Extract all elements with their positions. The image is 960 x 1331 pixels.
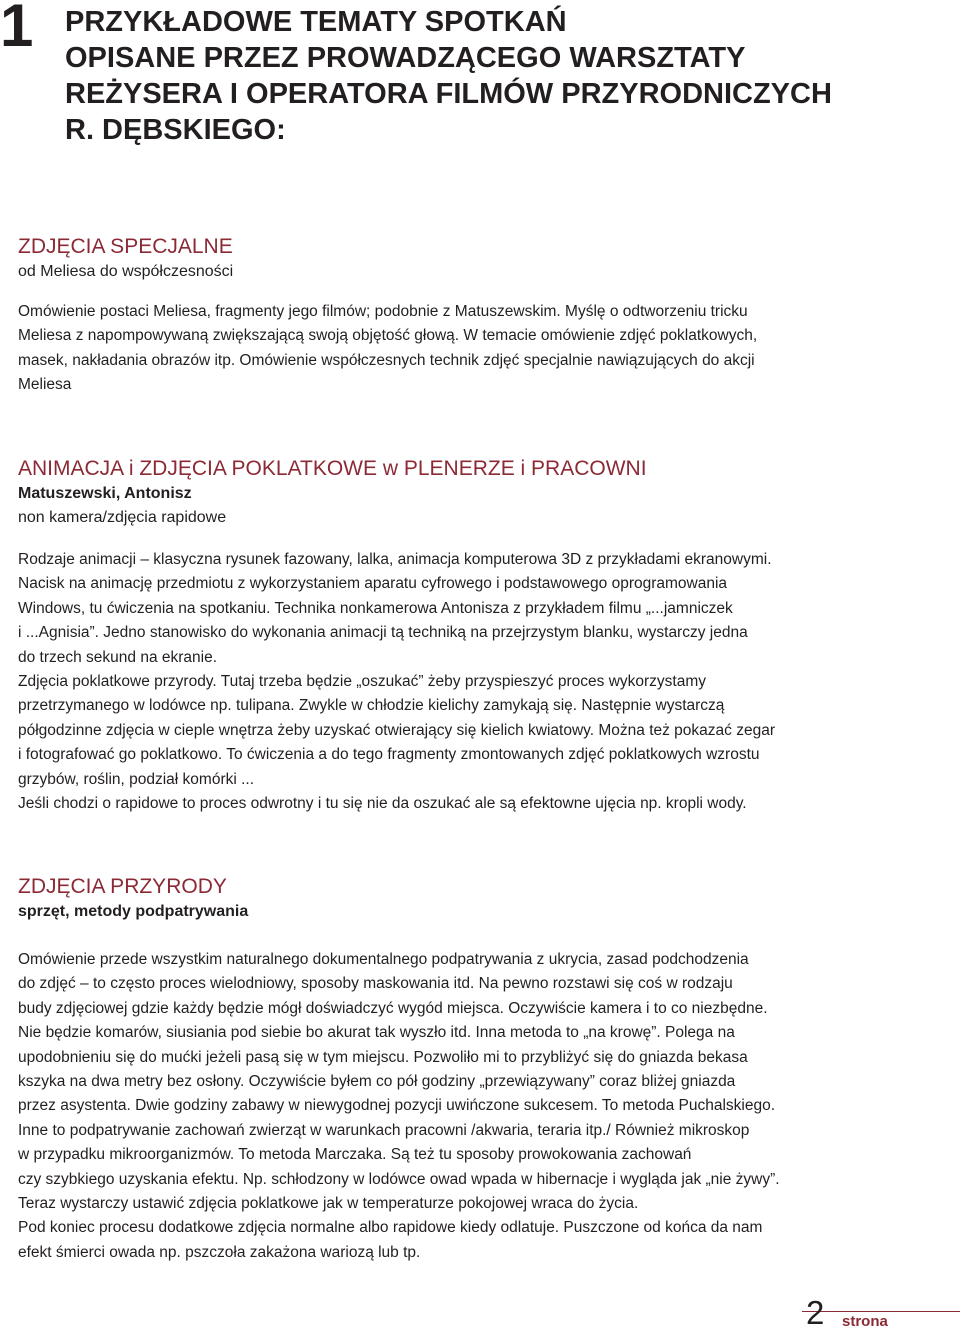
title-line: OPISANE PRZEZ PROWADZĄCEGO WARSZTATY — [65, 42, 746, 74]
section-subtitle: od Meliesa do współczesności — [18, 263, 234, 280]
body-line: do zdjęć – to często proces wielodniowy, sposoby maskowania itd. Na pewno rozstawi się coś w rodzaju — [18, 975, 733, 993]
body-line: upodobnieniu się do mućki jeżeli pasą się w tym miejscu. Pozwoliło mi to przybliżyć się do gniazda bekasa — [18, 1048, 748, 1066]
section-special-effects — [18, 234, 948, 398]
body-line: Teraz wystarczy ustawić zdjęcia poklatkowe jak w temperaturze pokojowej wraca do życia. — [18, 1195, 639, 1213]
body-line: budy zdjęciowej gdzie każdy będzie mógł doświadczyć wygód miejsca. Oczywiście kamera i to co niezbędne. — [18, 999, 768, 1017]
section-nature-photography — [18, 874, 948, 1265]
footer-rule — [802, 1311, 960, 1312]
body-line: Nie będzie komarów, siusiania pod siebie bo akurat tak wyszło itd. Inna metoda to „na krowę”. Polega na — [18, 1024, 735, 1042]
body-line: Jeśli chodzi o rapidowe to proces odwrotny i tu się nie da oszukać ale są efektowne ujęcia np. kropli wody. — [18, 795, 747, 813]
section-body — [18, 948, 948, 1265]
body-line: Nacisk na animację przedmiotu z wykorzystaniem aparatu cyfrowego i podstawowego oprogramowania — [18, 575, 728, 593]
section-title: ANIMACJA i ZDJĘCIA POKLATKOWE w PLENERZE i PRACOWNI — [18, 457, 647, 480]
body-line: efekt śmierci owada np. pszczoła zakażona wariozą lub tp. — [18, 1243, 421, 1261]
section-title: ZDJĘCIA PRZYRODY — [18, 875, 227, 898]
chapter-number: 1 — [0, 0, 32, 59]
body-line: grzybów, roślin, podział komórki ... — [18, 770, 255, 788]
title-line: REŻYSERA I OPERATORA FILMÓW PRZYRODNICZYCH — [65, 78, 832, 110]
body-line: półgodzinne zdjęcia w cieple wnętrza żeby uzyskać otwierający się kielich kwiatowy. Można też pokazać zegar — [18, 721, 775, 739]
footer-page-number: 2 — [806, 1294, 825, 1331]
body-line: Omówienie przede wszystkim naturalnego dokumentalnego podpatrywania z ukrycia, zasad podchodzenia — [18, 951, 749, 968]
body-line: i fotografować go poklatkowo. To ćwiczenia a do tego fragmenty zmontowanych zdjęć poklatkowych wzrostu — [18, 746, 760, 764]
section-body — [18, 300, 948, 398]
body-line: Zdjęcia poklatkowe przyrody. Tutaj trzeba będzie „oszukać” żeby przyspieszyć proces wykorzystamy — [18, 673, 707, 691]
footer-page-label: strona — [842, 1313, 888, 1330]
body-line: w przypadku mikroorganizmów. To metoda Marczaka. Są też tu sposoby prowokowania zachowań — [18, 1146, 692, 1164]
body-line: kszyka na dwa metry bez osłony. Oczywiście byłem co pół godziny „przewiązywany” coraz bliżej gniazda — [18, 1073, 736, 1091]
body-line: czy szybkiego uzyskania efektu. Np. schłodzony w lodówce owad wpada w hibernacje i wygląda jak „nie żywy”. — [18, 1170, 780, 1188]
body-line: do trzech sekund na ekranie. — [18, 648, 218, 666]
section-animation — [18, 456, 948, 816]
body-line: Omówienie postaci Meliesa, fragmenty jego filmów; podobnie z Matuszewskim. Myślę o odtworzeniu tricku — [18, 303, 748, 320]
body-line: Rodzaje animacji – klasyczna rysunek fazowany, lalka, animacja komputerowa 3D z przykładami ekranowymi. — [18, 551, 772, 568]
body-line: przetrzymanego w lodówce np. tulipana. Zwykle w chłodzie kielichy zamykają się. Następnie wystarczą — [18, 697, 725, 715]
title-line: R. DĘBSKIEGO: — [65, 114, 286, 146]
title-line: PRZYKŁADOWE TEMATY SPOTKAŃ — [65, 6, 567, 38]
body-line: Windows, tu ćwiczenia na spotkaniu. Technika nonkamerowa Antonisza z przykładem filmu „...jamniczek — [18, 599, 733, 617]
document-title — [65, 4, 945, 148]
section-title: ZDJĘCIA SPECJALNE — [18, 235, 233, 258]
body-line: Meliesa — [18, 376, 72, 394]
body-line: i ...Agnisia”. Jedno stanowisko do wykonania animacji tą techniką na przejrzystym blanku, wystarczy jedna — [18, 624, 748, 642]
section-subtitle: Matuszewski, Antonisz — [18, 485, 192, 502]
body-line: przez asystenta. Dwie godziny zabawy w niewygodnej pozycji uwińczone sukcesem. To metoda Puchalskiego. — [18, 1097, 776, 1115]
body-line: Meliesa z napompowywaną zwiększającą swoją objętość głową. W temacie omówienie zdjęć poklatkowych, — [18, 327, 758, 345]
section-subtitle: sprzęt, metody podpatrywania — [18, 903, 249, 920]
body-line: Inne to podpatrywanie zachowań zwierząt w warunkach pracowni /akwaria, teraria itp./ Również mikroskop — [18, 1121, 750, 1139]
body-line: masek, nakładania obrazów itp. Omówienie współczesnych technik zdjęć specjalnie nawiązujących do akcji — [18, 351, 755, 369]
section-body — [18, 548, 948, 816]
body-line: Pod koniec procesu dodatkowe zdjęcia normalne albo rapidowe kiedy odlatuje. Puszczone od końca da nam — [18, 1219, 763, 1237]
section-subtitle-secondary: non kamera/zdjęcia rapidowe — [18, 509, 227, 526]
